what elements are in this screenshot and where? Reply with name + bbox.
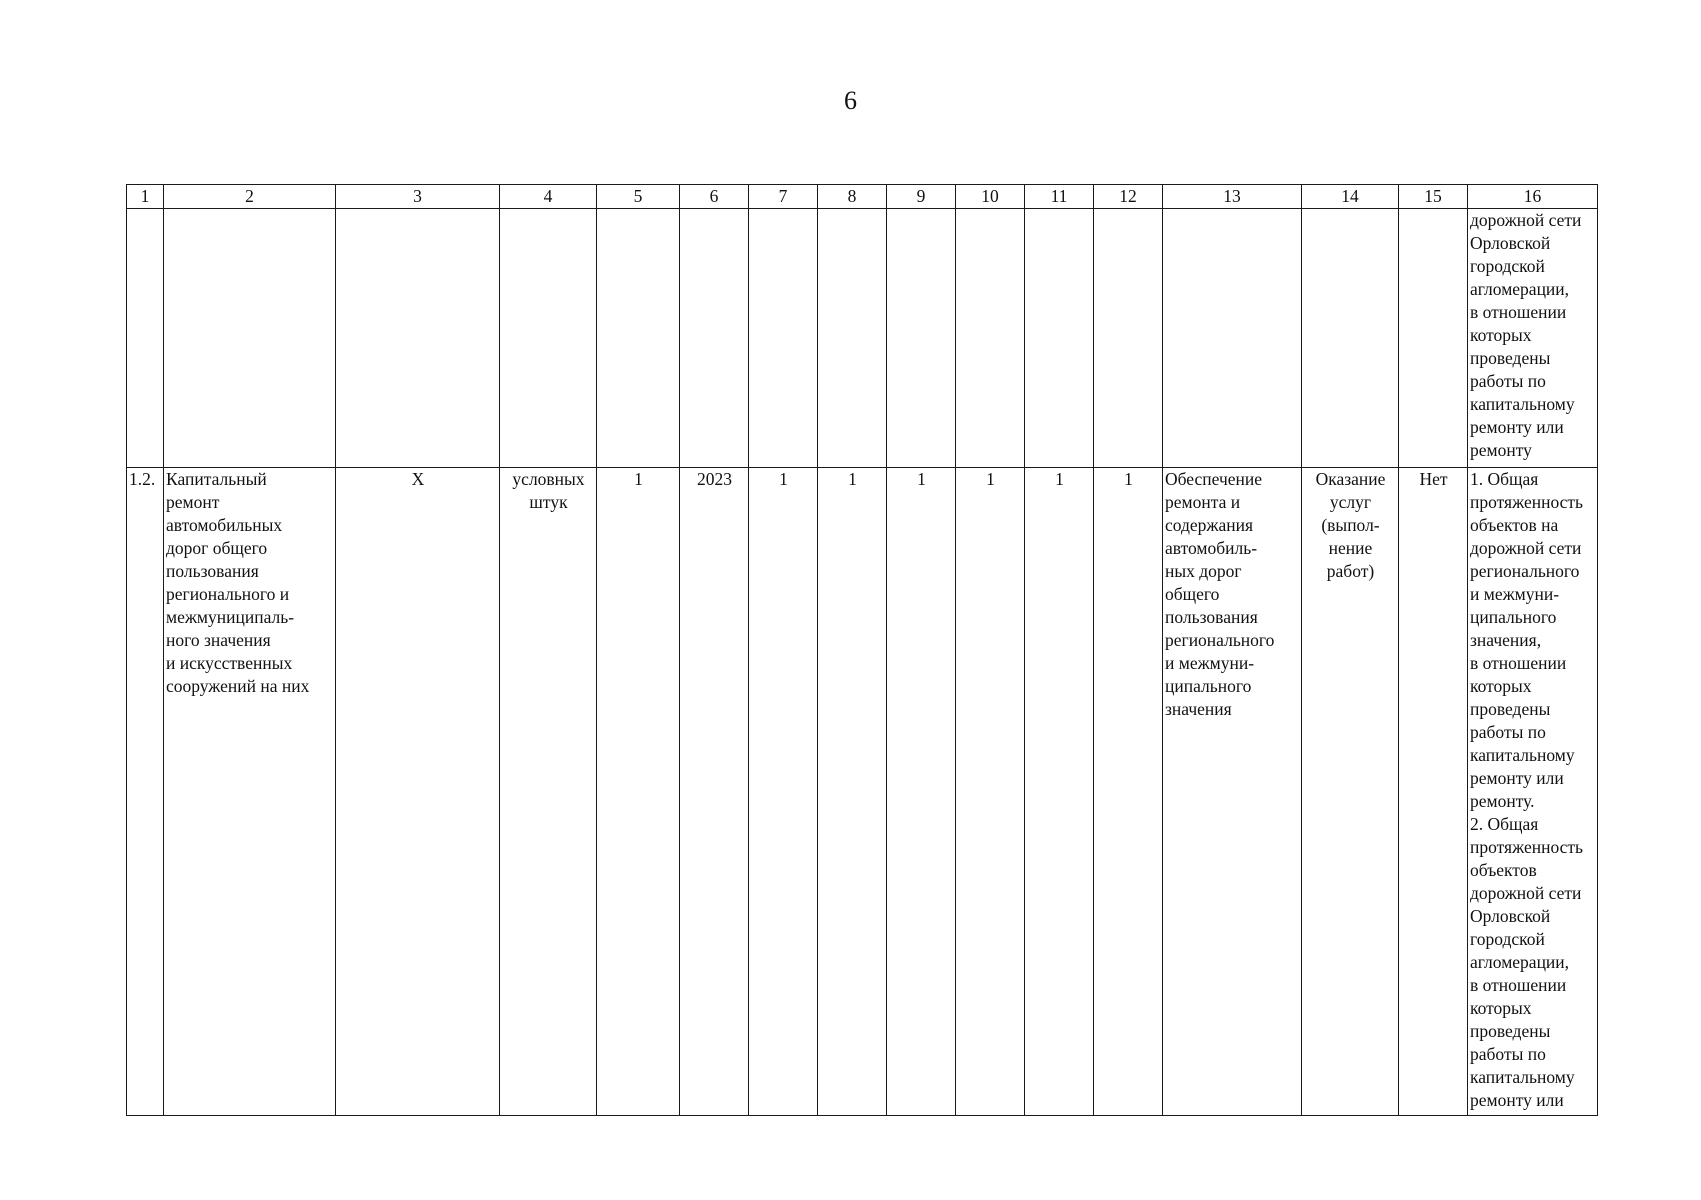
table-cell: 1	[956, 468, 1025, 1116]
text-line: автомобиль-	[1165, 538, 1258, 558]
text-line: Обеспечение	[1165, 469, 1263, 489]
measure-name-cell	[164, 468, 336, 1116]
column-number: 13	[1163, 185, 1302, 209]
text-line: работы по	[1470, 722, 1546, 742]
text-line: дорожной сети	[1470, 538, 1582, 558]
text-line: ремонту или	[1470, 417, 1564, 437]
text-line: межмуниципаль-	[166, 607, 295, 627]
table-cell: 1	[1025, 468, 1094, 1116]
text-line: дорожной сети	[1470, 210, 1582, 230]
row-number-cell: 1.2.	[127, 468, 164, 1116]
column-number-row	[127, 185, 1598, 209]
year-cell: 2023	[680, 468, 749, 1116]
table-cell	[1094, 209, 1163, 468]
text-line: ремонта и	[1165, 492, 1241, 512]
table-cell: 1	[1094, 468, 1163, 1116]
text-line: дорожной сети	[1470, 883, 1582, 903]
text-line: автомобильных	[166, 515, 283, 535]
text-line: работы по	[1470, 371, 1546, 391]
text-line: ремонту или	[1470, 1090, 1564, 1110]
text-line: протяженность	[1470, 492, 1584, 512]
text-line: регионального	[1165, 630, 1275, 650]
text-line: и искусственных	[166, 653, 293, 673]
text-line: работ)	[1326, 561, 1375, 581]
text-line: ципального	[1165, 676, 1252, 696]
table-cell	[818, 209, 887, 468]
text-line: проведены	[1470, 1021, 1551, 1041]
column-number: 4	[500, 185, 597, 209]
column-number: 7	[749, 185, 818, 209]
type-cell	[1302, 468, 1399, 1116]
text-line: сооружений на них	[166, 676, 310, 696]
text-line: агломерации,	[1470, 279, 1570, 299]
text-line: агломерации,	[1470, 952, 1570, 972]
table-cell	[956, 209, 1025, 468]
text-line: ремонту.	[1470, 791, 1535, 811]
indicator-cell	[1468, 209, 1598, 468]
text-line: значения,	[1470, 630, 1542, 650]
table-cell	[1163, 209, 1302, 468]
table-cell	[164, 209, 336, 468]
text-line: проведены	[1470, 348, 1551, 368]
table-cell	[1025, 209, 1094, 468]
column-number: 14	[1302, 185, 1399, 209]
column-number: 11	[1025, 185, 1094, 209]
page-number: 6	[844, 86, 857, 115]
indicator-cell	[1468, 468, 1598, 1116]
table-cell: Х	[336, 468, 500, 1116]
text-line: Орловской	[1470, 233, 1551, 253]
text-line: и межмуни-	[1470, 584, 1560, 604]
text-line: в отношении	[1470, 302, 1567, 322]
text-line: работы по	[1470, 1044, 1546, 1064]
text-line: капитальному	[1470, 394, 1575, 414]
column-number: 6	[680, 185, 749, 209]
column-number: 15	[1399, 185, 1468, 209]
text-line: которых	[1470, 998, 1532, 1018]
text-line: городской	[1470, 256, 1545, 276]
text-line: значения	[1165, 699, 1232, 719]
text-line: дорог общего	[166, 538, 268, 558]
text-line: ципального	[1470, 607, 1557, 627]
table-cell	[597, 209, 680, 468]
text-line: Орловской	[1470, 906, 1551, 926]
column-number: 1	[127, 185, 164, 209]
text-line: условных	[512, 469, 585, 489]
text-line: нение	[1328, 538, 1373, 558]
text-line: в отношении	[1470, 975, 1567, 995]
text-line: регионального и	[166, 584, 290, 604]
table-cell	[127, 209, 164, 468]
table-cell: 1	[818, 468, 887, 1116]
text-line: содержания	[1165, 515, 1254, 535]
column-number: 2	[164, 185, 336, 209]
table-row-continuation	[127, 209, 1598, 468]
table-cell	[749, 209, 818, 468]
table-cell	[500, 209, 597, 468]
text-line: ремонту	[1470, 440, 1532, 460]
table-cell	[336, 209, 500, 468]
unit-cell	[500, 468, 597, 1116]
text-line: которых	[1470, 325, 1532, 345]
text-line: штук	[529, 492, 568, 512]
table-cell	[680, 209, 749, 468]
text-line: которых	[1470, 676, 1532, 696]
text-line: протяженность	[1470, 837, 1584, 857]
text-line: ных дорог	[1165, 561, 1242, 581]
text-line: и межмуни-	[1165, 653, 1255, 673]
text-line: пользования	[1165, 607, 1258, 627]
table-cell	[1302, 209, 1399, 468]
text-line: 1. Общая	[1470, 469, 1539, 489]
text-line: общего	[1165, 584, 1220, 604]
table-cell	[887, 209, 956, 468]
column-number: 16	[1468, 185, 1598, 209]
table-cell: 1	[749, 468, 818, 1116]
text-line: ремонт	[166, 492, 220, 512]
text-line: проведены	[1470, 699, 1551, 719]
column-number: 10	[956, 185, 1025, 209]
text-line: капитальному	[1470, 745, 1575, 765]
column-number: 12	[1094, 185, 1163, 209]
text-line: услуг	[1329, 492, 1372, 512]
column-number: 5	[597, 185, 680, 209]
text-line: (выпол-	[1321, 515, 1380, 535]
text-line: капитальному	[1470, 1067, 1575, 1087]
column-number: 9	[887, 185, 956, 209]
table-cell: 1	[887, 468, 956, 1116]
text-line: Оказание	[1315, 469, 1386, 489]
text-line: объектов на	[1470, 515, 1559, 535]
column-number: 8	[818, 185, 887, 209]
text-line: объектов	[1470, 860, 1537, 880]
text-line: регионального	[1470, 561, 1580, 581]
text-line: пользования	[166, 561, 259, 581]
text-line: городской	[1470, 929, 1545, 949]
text-line: Капитальный	[166, 469, 267, 489]
table-row-1-2	[127, 468, 1598, 1116]
text-line: 2. Общая	[1470, 814, 1539, 834]
table-cell: Нет	[1399, 468, 1468, 1116]
task-cell	[1163, 468, 1302, 1116]
column-number: 3	[336, 185, 500, 209]
data-table	[126, 184, 1598, 1116]
text-line: в отношении	[1470, 653, 1567, 673]
table-cell: 1	[597, 468, 680, 1116]
table-cell	[1399, 209, 1468, 468]
text-line: ного значения	[166, 630, 271, 650]
text-line: ремонту или	[1470, 768, 1564, 788]
